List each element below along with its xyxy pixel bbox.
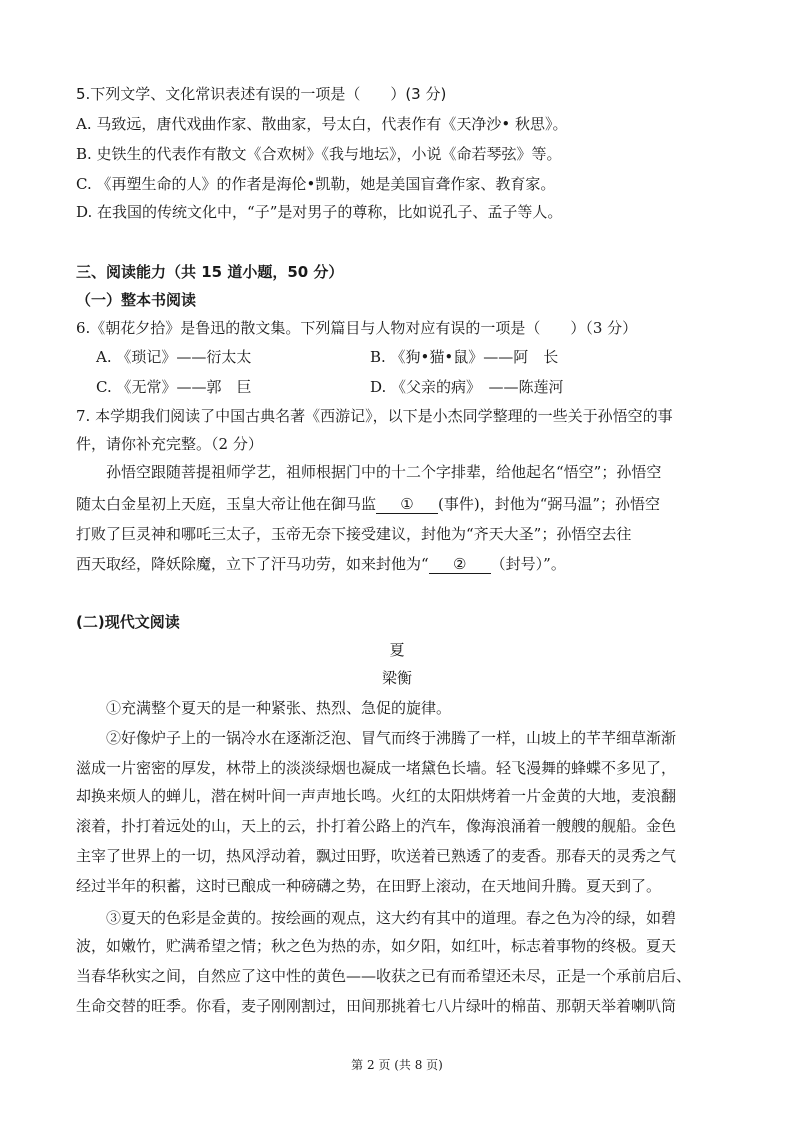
q6-option-d: D. 《父亲的病》 ——陈莲河 [370, 378, 564, 396]
q5-stem: 5.下列文学、文化常识表述有误的一项是（ ）(3 分) [76, 85, 447, 103]
subsection-heading-2: (二)现代文阅读 [76, 613, 180, 631]
q6-stem: 6.《朝花夕拾》是鲁迅的散文集。下列篇目与人物对应有误的一项是（ ）（3 分） [76, 319, 638, 337]
q7-passage-line2-end: (事件)，封他为“弼马温”；孙悟空 [438, 495, 661, 513]
subsection-heading-1: （一）整本书阅读 [76, 291, 197, 309]
essay-line: 却换来烦人的蝉儿，潜在树叶间一声声地长鸣。火红的太阳烘烤着一片金黄的大地，麦浪翻 [76, 787, 677, 805]
essay-line: 当春华秋实之间，自然应了这中性的黄色——收获之已有而希望还未尽，正是一个承前启后、 [76, 967, 692, 985]
q7-passage-line1: 孙悟空跟随菩提祖师学艺，祖师根据门中的十二个字排辈，给他起名“悟空”；孙悟空 [106, 463, 662, 481]
essay-author: 梁衡 [381, 669, 412, 687]
page-footer: 第 2 页 (共 8 页) [351, 1058, 443, 1072]
essay-line: ②好像炉子上的一锅冷水在逐渐泛泡、冒气而终于沸腾了一样，山坡上的芊芊细草渐渐 [106, 729, 677, 747]
q6-option-c: C. 《无常》——郭 巨 [96, 378, 252, 396]
q6-option-a: A. 《琐记》——衍太太 [96, 348, 252, 366]
q5-option-b: B. 史铁生的代表作有散文《合欢树》《我与地坛》，小说《命若琴弦》等。 [76, 145, 562, 163]
essay-line: 波，如嫩竹，贮满希望之情；秋之色为热的赤，如夕阳，如红叶，标志着事物的终极。夏天 [76, 937, 677, 955]
essay-line: ③夏天的色彩是金黄的。按绘画的观点，这大约有其中的道理。春之色为冷的绿，如碧 [106, 909, 677, 927]
q7-passage-line3: 打败了巨灵神和哪吒三太子，玉帝无奈下接受建议，封他为“齐天大圣”；孙悟空去往 [76, 525, 632, 543]
essay-line: 主宰了世界上的一切，热风浮动着，飘过田野，吹送着已熟透了的麦香。那春天的灵秀之气 [76, 847, 677, 865]
q7-passage-line4-end: （封号）”。 [490, 555, 566, 573]
q7-passage-line2 [76, 494, 660, 514]
q7-passage-line4-start: 西天取经，降妖除魔，立下了汗马功劳，如来封他为“ [76, 555, 429, 573]
essay-line: 滋成一片密密的厚发，林带上的淡淡绿烟也凝成一堵黛色长墙。轻飞漫舞的蜂蝶不多见了， [76, 759, 677, 777]
q6-option-b: B. 《狗•猫•鼠》——阿 长 [370, 348, 559, 366]
section-heading: 三、阅读能力（共 15 道小题，50 分） [76, 263, 344, 281]
essay-line: 滚着，扑打着远处的山，天上的云，扑打着公路上的汽车，像海浪涌着一艘艘的舰船。金色 [76, 817, 677, 835]
essay-line: 经过半年的积蓄，这时已酿成一种磅礴之势，在田野上滚动，在天地间升腾。夏天到了。 [76, 877, 662, 895]
essay-title: 夏 [389, 641, 405, 659]
q7-passage-line4 [76, 554, 566, 574]
q7-blank-2[interactable]: ② [429, 555, 491, 574]
q7-blank-1[interactable]: ① [376, 495, 438, 514]
q7-passage-line2-start: 随太白金星初上天庭，玉皇大帝让他在御马监 [76, 495, 377, 513]
q7-stem-line2: 件，请你补充完整。（2 分） [76, 435, 263, 453]
essay-line: ①充满整个夏天的是一种紧张、热烈、急促的旋律。 [106, 699, 452, 717]
q7-stem-line1: 7. 本学期我们阅读了中国古典名著《西游记》，以下是小杰同学整理的一些关于孙悟空的事 [76, 407, 673, 425]
q5-option-d: D. 在我国的传统文化中，“子”是对男子的尊称，比如说孔子、孟子等人。 [76, 203, 563, 221]
essay-line: 生命交替的旺季。你看，麦子刚刚割过，田间那挑着七八片绿叶的棉苗、那朝天举着喇叭筒 [76, 997, 677, 1015]
q5-option-a: A. 马致远，唐代戏曲作家、散曲家，号太白，代表作有《天净沙• 秋思》。 [76, 115, 568, 133]
q5-option-c: C. 《再塑生命的人》的作者是海伦•凯勒，她是美国盲聋作家、教育家。 [76, 175, 556, 193]
